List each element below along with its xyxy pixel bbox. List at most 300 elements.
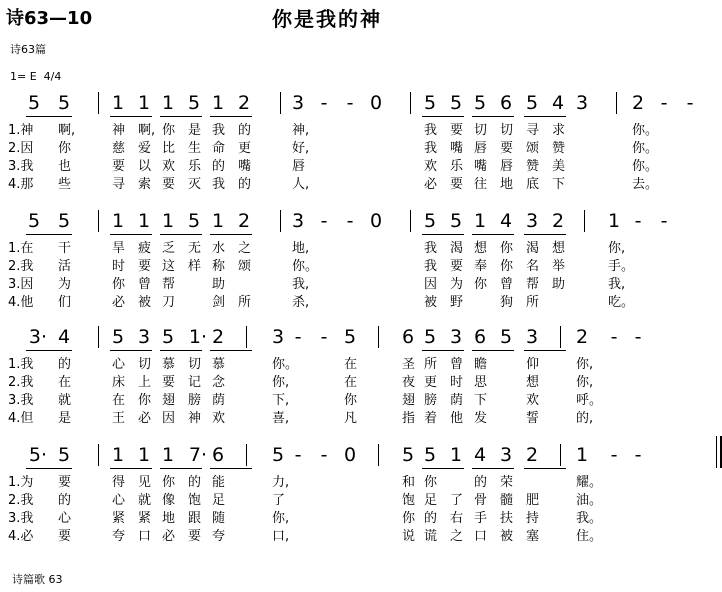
lyric-syllable: 被 [424, 295, 438, 310]
lyric-syllable: 下 [474, 393, 488, 408]
beam-line [422, 468, 464, 469]
note: - [320, 444, 328, 466]
lyric-syllable: 水 [212, 241, 226, 256]
lyric-syllable: 跟 [188, 511, 202, 526]
lyric-syllable: 手 [474, 511, 488, 526]
lyric-syllable: 翅 [162, 393, 176, 408]
lyric-syllable: 要 [450, 123, 464, 138]
lyric-syllable: 塞 [526, 529, 540, 544]
lyric-syllable: 所 [424, 357, 438, 372]
lyric-syllable: 你 [344, 393, 358, 408]
lyric-syllable: 欢 [162, 159, 176, 174]
beam-line [160, 350, 202, 351]
lyric-syllable: 命 [212, 141, 226, 156]
note: - [320, 210, 328, 232]
lyric-syllable: 1.神 [8, 123, 34, 138]
note: 4 [499, 210, 513, 232]
note: 3 [499, 444, 513, 466]
beam-line [210, 116, 252, 117]
lyric-syllable: 被 [138, 295, 152, 310]
lyric-syllable: 寻 [112, 177, 126, 192]
note: 0 [343, 444, 357, 466]
lyric-syllable: 我 [212, 123, 226, 138]
note: 5 [161, 326, 175, 348]
lyric-syllable: 想 [474, 241, 488, 256]
lyric-syllable: 你。 [292, 259, 319, 274]
beam-line [524, 234, 566, 235]
barline [584, 210, 585, 232]
beam-line [524, 350, 566, 351]
beam-line [472, 116, 514, 117]
lyric-syllable: 下, [272, 393, 290, 408]
lyric-syllable: 你 [138, 393, 152, 408]
lyric-syllable: 口, [272, 529, 290, 544]
lyric-syllable: 你。 [632, 123, 659, 138]
barline [616, 92, 617, 114]
lyric-syllable: 时 [112, 259, 126, 274]
lyric-syllable: 狗 [500, 295, 514, 310]
lyric-syllable: 要 [450, 177, 464, 192]
lyric-syllable: 3.我 [8, 511, 34, 526]
beam-line [160, 116, 202, 117]
barline [246, 444, 247, 466]
lyric-syllable: 我。 [576, 511, 603, 526]
lyric-syllable: 3.我 [8, 393, 34, 408]
lyric-syllable: 下 [552, 177, 566, 192]
lyric-syllable: 荫 [212, 393, 226, 408]
lyric-syllable: 野 [450, 295, 464, 310]
note: 6 [473, 326, 487, 348]
lyric-syllable: 他 [450, 411, 464, 426]
lyric-syllable: 渴 [526, 241, 540, 256]
lyric-syllable: 乏 [162, 241, 176, 256]
lyric-syllable: 了 [272, 493, 286, 508]
lyric-syllable: 在 [112, 393, 126, 408]
lyric-syllable: 你。 [632, 159, 659, 174]
beam-line [26, 468, 72, 469]
barline [98, 444, 99, 466]
lyric-syllable: 足 [212, 493, 226, 508]
note: 5 [499, 326, 513, 348]
lyric-syllable: 的 [238, 177, 252, 192]
lyric-syllable: 你 [162, 123, 176, 138]
lyric-syllable: 唇 [474, 141, 488, 156]
lyric-syllable: 2.因 [8, 141, 34, 156]
lyric-syllable: 帮 [526, 277, 540, 292]
lyric-syllable: 持 [526, 511, 540, 526]
lyric-syllable: 你 [58, 141, 72, 156]
lyric-syllable: 更 [424, 375, 438, 390]
beam-line [210, 234, 252, 235]
lyric-syllable: 要 [450, 259, 464, 274]
note: 1 [211, 92, 225, 114]
note: 5 [525, 92, 539, 114]
lyric-syllable: 灭 [188, 177, 202, 192]
lyric-syllable: 扶 [500, 511, 514, 526]
lyric-syllable: 欢 [424, 159, 438, 174]
lyric-syllable: 油。 [576, 493, 603, 508]
lyric-syllable: 了 [450, 493, 464, 508]
note: 6 [499, 92, 513, 114]
lyric-syllable: 无 [188, 241, 202, 256]
lyric-syllable: 渴 [450, 241, 464, 256]
lyric-syllable: 夜 [402, 375, 416, 390]
lyric-syllable: 必 [424, 177, 438, 192]
lyric-syllable: 指 [402, 411, 416, 426]
note: 5 [57, 444, 71, 466]
lyric-syllable: 助 [212, 277, 226, 292]
lyric-syllable: 赞 [526, 159, 540, 174]
beam-line [110, 234, 152, 235]
lyric-syllable: 我 [424, 123, 438, 138]
lyric-syllable: 着 [424, 411, 438, 426]
lyric-syllable: 髓 [500, 493, 514, 508]
lyric-syllable: 你, [272, 511, 290, 526]
beam-line [110, 468, 152, 469]
lyric-syllable: 你 [500, 259, 514, 274]
note: 3 [291, 210, 305, 232]
lyric-syllable: 1.为 [8, 475, 34, 490]
beam-line [26, 116, 72, 117]
lyric-syllable: 王 [112, 411, 126, 426]
beam-line [210, 468, 252, 469]
lyric-syllable: 样 [188, 259, 202, 274]
lyric-syllable: 你。 [272, 357, 299, 372]
note: 5 [57, 92, 71, 114]
lyric-syllable: 神 [188, 411, 202, 426]
note: 2 [211, 326, 225, 348]
lyric-syllable: 切 [474, 123, 488, 138]
barline [98, 210, 99, 232]
lyric-syllable: 说 [402, 529, 416, 544]
lyric-syllable: 唇 [500, 159, 514, 174]
lyric-syllable: 能 [212, 475, 226, 490]
lyric-syllable: 我 [424, 259, 438, 274]
lyric-syllable: 想 [552, 241, 566, 256]
note: 5 [423, 210, 437, 232]
lyric-syllable: 力, [272, 475, 290, 490]
note: 1 [575, 444, 589, 466]
lyric-syllable: 索 [138, 177, 152, 192]
note: 3· [28, 326, 48, 348]
lyric-syllable: 的 [474, 475, 488, 490]
lyric-syllable: 切 [500, 123, 514, 138]
lyric-syllable: 慕 [212, 357, 226, 372]
beam-line [160, 468, 202, 469]
lyric-syllable: 称 [212, 259, 226, 274]
lyric-syllable: 干 [58, 241, 72, 256]
lyric-syllable: 喜, [272, 411, 290, 426]
beam-line [472, 350, 514, 351]
note: 2 [237, 92, 251, 114]
beam-line [422, 116, 464, 117]
lyric-syllable: 住。 [576, 529, 603, 544]
lyric-syllable: 剑 [212, 295, 226, 310]
lyric-syllable: 要 [188, 529, 202, 544]
note: 5 [473, 92, 487, 114]
lyric-syllable: 嘴 [238, 159, 252, 174]
lyric-syllable: 要 [58, 529, 72, 544]
lyric-syllable: 你 [112, 277, 126, 292]
note: - [634, 210, 642, 232]
lyric-syllable: 地, [292, 241, 310, 256]
lyric-syllable: 因 [424, 277, 438, 292]
note: 1 [607, 210, 621, 232]
beam-line [422, 234, 464, 235]
lyric-syllable: 我 [424, 141, 438, 156]
lyric-syllable: 在 [58, 375, 72, 390]
lyric-syllable: 杀, [292, 295, 310, 310]
lyric-syllable: 美 [552, 159, 566, 174]
lyric-syllable: 紧 [112, 511, 126, 526]
note: 5 [187, 92, 201, 114]
note: 1 [137, 210, 151, 232]
lyric-syllable: 心 [58, 511, 72, 526]
lyric-syllable: 3.因 [8, 277, 34, 292]
note: 2 [525, 444, 539, 466]
note: 0 [369, 92, 383, 114]
lyric-syllable: 1.在 [8, 241, 34, 256]
lyric-syllable: 的 [188, 475, 202, 490]
note: 2 [575, 326, 589, 348]
barline [410, 92, 411, 114]
lyric-syllable: 这 [162, 259, 176, 274]
note: 3 [291, 92, 305, 114]
note: 5 [27, 92, 41, 114]
note: 1 [111, 210, 125, 232]
note: 3 [575, 92, 589, 114]
lyric-syllable: 因 [162, 411, 176, 426]
lyric-syllable: 2.我 [8, 493, 34, 508]
note: 1 [137, 92, 151, 114]
lyric-syllable: 嘴 [450, 141, 464, 156]
beam-line [472, 468, 514, 469]
lyric-syllable: 时 [450, 375, 464, 390]
lyric-syllable: 你, [272, 375, 290, 390]
lyric-syllable: 助 [552, 277, 566, 292]
lyric-syllable: 举 [552, 259, 566, 274]
lyric-syllable: 夸 [212, 529, 226, 544]
lyric-syllable: 记 [188, 375, 202, 390]
note: 1 [161, 210, 175, 232]
lyric-syllable: 心 [112, 357, 126, 372]
note: - [660, 210, 668, 232]
lyric-syllable: 你, [576, 357, 594, 372]
lyric-syllable: 是 [58, 411, 72, 426]
lyric-syllable: 刀 [162, 295, 176, 310]
lyric-syllable: 翅 [402, 393, 416, 408]
note: 1 [161, 444, 175, 466]
barline [560, 444, 561, 466]
lyric-syllable: 的 [58, 357, 72, 372]
lyric-syllable: 我, [608, 277, 626, 292]
beam-line [26, 350, 72, 351]
lyric-syllable: 之 [238, 241, 252, 256]
lyric-syllable: 吃。 [608, 295, 635, 310]
note: 5 [27, 210, 41, 232]
note: 6 [401, 326, 415, 348]
note: 4 [473, 444, 487, 466]
lyric-syllable: 你 [162, 475, 176, 490]
lyric-syllable: 的 [238, 123, 252, 138]
lyric-syllable: 唇 [292, 159, 306, 174]
note: 3 [271, 326, 285, 348]
lyric-syllable: 右 [450, 511, 464, 526]
song-number: 诗63—10 [6, 8, 93, 29]
lyric-syllable: 嘴 [474, 159, 488, 174]
note: - [346, 92, 354, 114]
barline [280, 92, 281, 114]
lyric-syllable: 名 [526, 259, 540, 274]
note: 5 [423, 444, 437, 466]
lyric-syllable: 所 [526, 295, 540, 310]
lyric-syllable: 和 [402, 475, 416, 490]
lyric-syllable: 4.他 [8, 295, 34, 310]
lyric-syllable: 啊, [138, 123, 156, 138]
barline [280, 210, 281, 232]
note: - [320, 326, 328, 348]
note: - [610, 444, 618, 466]
lyric-syllable: 紧 [138, 511, 152, 526]
scripture-source: 诗63篇 [10, 43, 46, 56]
lyric-syllable: 乐 [188, 159, 202, 174]
beam-line [110, 350, 152, 351]
lyric-syllable: 饱 [402, 493, 416, 508]
lyric-syllable: 奉 [474, 259, 488, 274]
lyric-syllable: 在 [344, 375, 358, 390]
lyric-syllable: 见 [138, 475, 152, 490]
lyric-syllable: 切 [188, 357, 202, 372]
lyric-syllable: 是 [188, 123, 202, 138]
lyric-syllable: 欢 [212, 411, 226, 426]
lyric-syllable: 我 [212, 177, 226, 192]
note: 5 [401, 444, 415, 466]
lyric-syllable: 为 [450, 277, 464, 292]
lyric-syllable: 所 [238, 295, 252, 310]
final-barline [716, 436, 717, 468]
lyric-syllable: 活 [58, 259, 72, 274]
lyric-syllable: 要 [138, 259, 152, 274]
footer-label: 诗篇歌 63 [12, 573, 63, 586]
lyric-syllable: 4.必 [8, 529, 34, 544]
beam-line [110, 116, 152, 117]
lyric-syllable: 骨 [474, 493, 488, 508]
note: - [686, 92, 694, 114]
note: - [346, 210, 354, 232]
lyric-syllable: 好, [292, 141, 310, 156]
note: 5 [187, 210, 201, 232]
lyric-syllable: 你 [424, 475, 438, 490]
lyric-syllable: 足 [424, 493, 438, 508]
note: - [634, 326, 642, 348]
lyric-syllable: 床 [112, 375, 126, 390]
beam-line [160, 234, 202, 235]
lyric-syllable: 人, [292, 177, 310, 192]
note: 3 [525, 326, 539, 348]
lyric-syllable: 的 [424, 511, 438, 526]
lyric-syllable: 我, [292, 277, 310, 292]
key-signature: 1= E 4/4 [10, 70, 62, 83]
lyric-syllable: 想 [526, 375, 540, 390]
lyric-syllable: 曾 [500, 277, 514, 292]
barline [378, 326, 379, 348]
lyric-syllable: 仰 [526, 357, 540, 372]
song-title: 你是我的神 [272, 7, 382, 31]
beam-line [26, 234, 72, 235]
lyric-syllable: 慈 [112, 141, 126, 156]
note: 4 [551, 92, 565, 114]
lyric-syllable: 底 [526, 177, 540, 192]
lyric-syllable: 膀 [424, 393, 438, 408]
lyric-syllable: 随 [212, 511, 226, 526]
note: 5 [111, 326, 125, 348]
lyric-syllable: 曾 [450, 357, 464, 372]
lyric-syllable: 颂 [526, 141, 540, 156]
lyric-syllable: 心 [112, 493, 126, 508]
beam-line [524, 468, 566, 469]
lyric-syllable: 的 [58, 493, 72, 508]
note: 0 [369, 210, 383, 232]
note: - [294, 444, 302, 466]
note: 1 [473, 210, 487, 232]
note: 2 [237, 210, 251, 232]
lyric-syllable: 2.我 [8, 259, 34, 274]
note: 2 [551, 210, 565, 232]
note: 3 [525, 210, 539, 232]
lyric-syllable: 为 [58, 277, 72, 292]
lyric-syllable: 的 [212, 159, 226, 174]
barline [560, 326, 561, 348]
lyric-syllable: 乐 [450, 159, 464, 174]
lyric-syllable: 比 [162, 141, 176, 156]
lyric-syllable: 要 [58, 475, 72, 490]
note: 1 [137, 444, 151, 466]
note: 5 [271, 444, 285, 466]
barline [378, 444, 379, 466]
lyric-syllable: 就 [138, 493, 152, 508]
note: 5 [423, 92, 437, 114]
lyric-syllable: 夸 [112, 529, 126, 544]
note: - [320, 92, 328, 114]
lyric-syllable: 爱 [138, 141, 152, 156]
lyric-syllable: 要 [112, 159, 126, 174]
note: 5 [423, 326, 437, 348]
note: 4 [57, 326, 71, 348]
lyric-syllable: 必 [112, 295, 126, 310]
beam-line [472, 234, 514, 235]
lyric-syllable: 被 [500, 529, 514, 544]
lyric-syllable: 4.那 [8, 177, 34, 192]
lyric-syllable: 呼。 [576, 393, 603, 408]
lyric-syllable: 在 [344, 357, 358, 372]
note: 5 [449, 92, 463, 114]
lyric-syllable: 谎 [424, 529, 438, 544]
note: 3 [449, 326, 463, 348]
beam-line [422, 350, 464, 351]
lyric-syllable: 必 [162, 529, 176, 544]
lyric-syllable: 慕 [162, 357, 176, 372]
note: 1 [111, 92, 125, 114]
lyric-syllable: 手。 [608, 259, 635, 274]
note: 1· [188, 326, 208, 348]
lyric-syllable: 荣 [500, 475, 514, 490]
lyric-syllable: 2.我 [8, 375, 34, 390]
note: - [660, 92, 668, 114]
lyric-syllable: 上 [138, 375, 152, 390]
lyric-syllable: 地 [162, 511, 176, 526]
lyric-syllable: 你, [576, 375, 594, 390]
note: 2 [631, 92, 645, 114]
